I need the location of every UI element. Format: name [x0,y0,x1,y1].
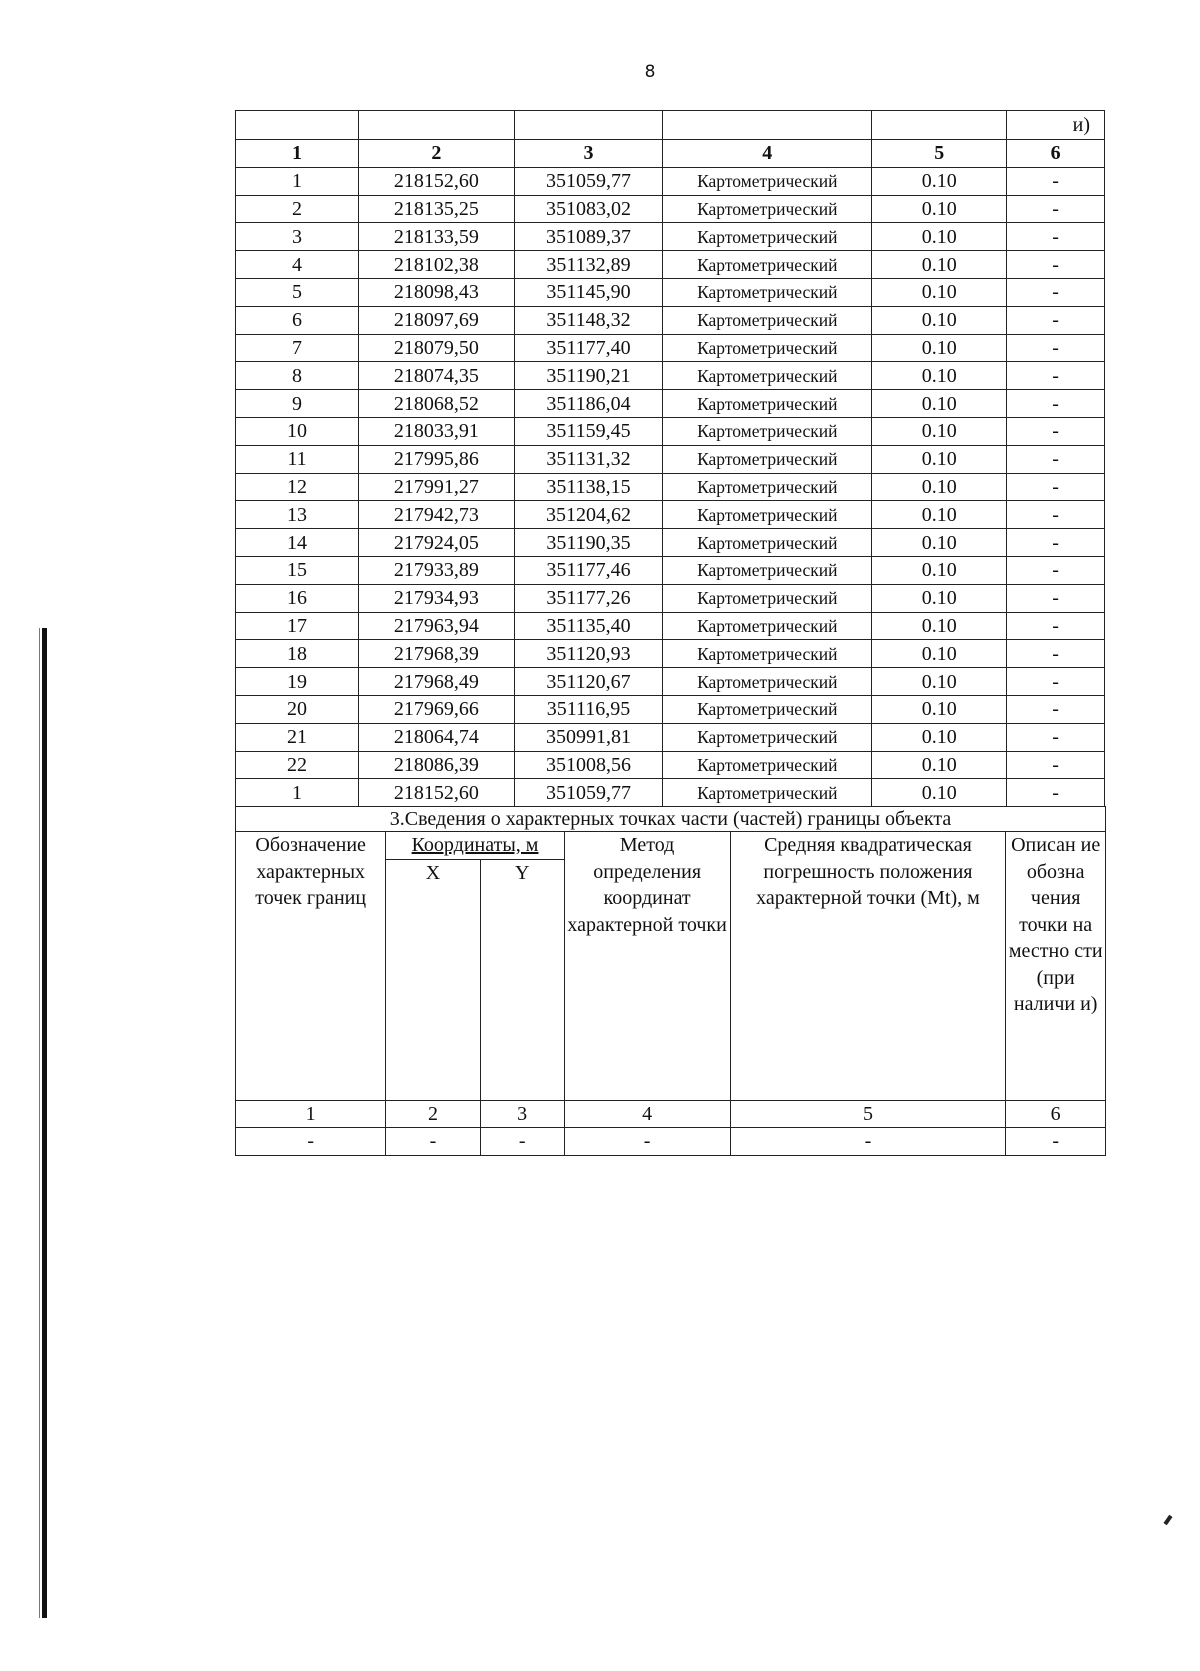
table-cell: - [1007,278,1105,306]
table-row [236,695,1105,723]
table-cell: Картометрический [663,223,872,251]
table-cell: 13 [236,501,359,529]
coordinates-header: Координаты, м [386,832,564,860]
table-cell: 0.10 [872,251,1007,279]
table-cell: 0.10 [872,612,1007,640]
continued-header-row [236,111,1105,140]
table-cell: 16 [236,584,359,612]
table-cell: 217968,39 [359,640,515,668]
table-cell: 1 [236,779,359,807]
table-cell: 0.10 [872,334,1007,362]
table-row [236,612,1105,640]
table-cell: 351135,40 [514,612,662,640]
table-cell: 0.10 [872,640,1007,668]
table-cell: Картометрический [663,334,872,362]
table-cell: 351116,95 [514,695,662,723]
table-cell: 0.10 [872,223,1007,251]
y-header: Y [480,859,564,1100]
table-cell: 218079,50 [359,334,515,362]
column-number: 5 [730,1100,1006,1128]
table-cell: Картометрический [663,612,872,640]
table-cell: 3 [236,223,359,251]
table-cell: - [1007,362,1105,390]
table-cell: Картометрический [663,390,872,418]
table-cell: Картометрический [663,251,872,279]
table-cell: 218133,59 [359,223,515,251]
table-cell: 351132,89 [514,251,662,279]
table-cell: 0.10 [872,445,1007,473]
table-cell: 217942,73 [359,501,515,529]
column-number: 3 [514,140,662,168]
table-row [236,445,1105,473]
table-cell: 0.10 [872,417,1007,445]
table-row [236,668,1105,696]
table-cell: 351145,90 [514,278,662,306]
table-row [236,584,1105,612]
table-cell: 0.10 [872,751,1007,779]
table-cell: Картометрический [663,529,872,557]
table-row [236,779,1105,807]
table-cell: - [386,1128,480,1156]
table-cell: 351159,45 [514,417,662,445]
table-cell: 2 [236,195,359,223]
accuracy-header: Средняя квадратическая погрешность положения характерной точки (Mt), м [730,832,1006,1101]
table-cell: - [1007,473,1105,501]
column-number: 5 [872,140,1007,168]
table-cell: 0.10 [872,473,1007,501]
table-cell: 218097,69 [359,306,515,334]
table-cell: 0.10 [872,501,1007,529]
table-cell: 217934,93 [359,584,515,612]
table-cell: Картометрический [663,695,872,723]
column-number: 2 [386,1100,480,1128]
table-cell: 351204,62 [514,501,662,529]
table-cell: 6 [236,306,359,334]
table-cell: 351083,02 [514,195,662,223]
table-cell: - [1007,417,1105,445]
table-cell: 0.10 [872,167,1007,195]
table-cell: - [1007,251,1105,279]
table-row [236,251,1105,279]
table-row [236,278,1105,306]
x-header: X [386,859,480,1100]
table-cell: 350991,81 [514,723,662,751]
table-cell: Картометрический [663,278,872,306]
table-cell: 5 [236,278,359,306]
table-row [236,501,1105,529]
table-cell: Картометрический [663,668,872,696]
designation-header: Обозначение характерных точек границ [236,832,386,1101]
table-cell: - [1007,584,1105,612]
table-cell: Картометрический [663,779,872,807]
table-cell: 218068,52 [359,390,515,418]
table-cell: 217991,27 [359,473,515,501]
table-cell: 1 [236,167,359,195]
table-cell: 0.10 [872,556,1007,584]
table-cell: 14 [236,529,359,557]
table-cell: - [1007,334,1105,362]
table-cell: 351177,40 [514,334,662,362]
scan-speck [1163,1515,1172,1525]
table-cell: Картометрический [663,751,872,779]
part-boundary-points-table [235,806,1106,1156]
table-cell: - [1007,223,1105,251]
table-cell: 0.10 [872,584,1007,612]
table-cell: Картометрический [663,362,872,390]
table-cell: - [1007,751,1105,779]
table-cell: Картометрический [663,556,872,584]
table-cell: 218074,35 [359,362,515,390]
table-row [236,723,1105,751]
column-number: 1 [236,140,359,168]
table-cell: 351177,46 [514,556,662,584]
table-cell: - [236,1128,386,1156]
table-cell: 351008,56 [514,751,662,779]
table-cell: - [1007,390,1105,418]
table-cell: 8 [236,362,359,390]
table-cell: 18 [236,640,359,668]
header-note: и) [1007,111,1105,140]
table-cell: 218152,60 [359,167,515,195]
table-cell: - [1007,779,1105,807]
section-title-row [236,807,1106,832]
column-number: 4 [663,140,872,168]
table-cell: - [1006,1128,1106,1156]
table-row [236,306,1105,334]
table-cell: 7 [236,334,359,362]
table-cell: 22 [236,751,359,779]
table-cell: 17 [236,612,359,640]
table-cell: 20 [236,695,359,723]
table-cell: 351186,04 [514,390,662,418]
column-number: 6 [1006,1100,1106,1128]
table-cell: - [1007,306,1105,334]
section-title: 3.Сведения о характерных точках части (частей) границы объекта [236,807,1106,832]
table-cell: 0.10 [872,362,1007,390]
table-cell: Картометрический [663,445,872,473]
table-cell: - [1007,445,1105,473]
table-cell: Картометрический [663,723,872,751]
table-cell: 217924,05 [359,529,515,557]
table-cell: 218098,43 [359,278,515,306]
table-cell: - [1007,556,1105,584]
table-cell: 217969,66 [359,695,515,723]
table-cell: 0.10 [872,668,1007,696]
table-cell: - [564,1128,730,1156]
table-cell: 351089,37 [514,223,662,251]
table-cell: Картометрический [663,501,872,529]
table-cell: 0.10 [872,306,1007,334]
table-cell: 19 [236,668,359,696]
header-row [236,832,1106,860]
table-cell: - [1007,668,1105,696]
table-cell: 0.10 [872,695,1007,723]
method-header: Метод определения координат характерной точки [564,832,730,1101]
table-cell: 351120,93 [514,640,662,668]
table-cell: Картометрический [663,167,872,195]
table-cell: Картометрический [663,640,872,668]
table-cell: 218135,25 [359,195,515,223]
table-row [236,167,1105,195]
table-cell: 351177,26 [514,584,662,612]
scan-margin-shadow [42,628,47,1618]
table-cell: Картометрический [663,195,872,223]
table-row [236,640,1105,668]
table-cell: 11 [236,445,359,473]
table-cell: 351120,67 [514,668,662,696]
table-row [236,223,1105,251]
table-cell: - [1007,640,1105,668]
table-cell: Картометрический [663,584,872,612]
table-row [236,529,1105,557]
table-cell: 217963,94 [359,612,515,640]
table-row [236,417,1105,445]
table-cell: 4 [236,251,359,279]
table-cell: Картометрический [663,473,872,501]
table-cell: 9 [236,390,359,418]
table-cell: 218086,39 [359,751,515,779]
table-cell: - [1007,167,1105,195]
table-cell: 0.10 [872,278,1007,306]
table-cell: - [480,1128,564,1156]
column-number: 4 [564,1100,730,1128]
table-cell: - [1007,612,1105,640]
table-cell: 0.10 [872,779,1007,807]
table-cell: 0.10 [872,529,1007,557]
table-cell: 0.10 [872,195,1007,223]
boundary-points-table [235,110,1105,807]
table-cell: 12 [236,473,359,501]
scan-margin-line [39,628,40,1618]
table-cell: 15 [236,556,359,584]
table-cell: 21 [236,723,359,751]
column-number: 3 [480,1100,564,1128]
table-cell: 0.10 [872,723,1007,751]
table-row [236,334,1105,362]
table-row [236,195,1105,223]
table-cell: - [1007,723,1105,751]
table-row [236,390,1105,418]
table-cell: 351131,32 [514,445,662,473]
table-cell: 218102,38 [359,251,515,279]
table-cell: 217933,89 [359,556,515,584]
table-cell: 351190,21 [514,362,662,390]
table-cell: 0.10 [872,390,1007,418]
table-row [236,362,1105,390]
table-cell: 351059,77 [514,167,662,195]
page-number: 8 [644,62,656,82]
table-cell: 351190,35 [514,529,662,557]
table-cell: 351138,15 [514,473,662,501]
column-number: 2 [359,140,515,168]
table-cell: 351059,77 [514,779,662,807]
description-header: Описан ие обозна чения точки на местно сти (при наличи и) [1006,832,1106,1101]
table-cell: 218152,60 [359,779,515,807]
column-number-row [236,1100,1106,1128]
empty-data-row [236,1128,1106,1156]
table-row [236,751,1105,779]
table-cell: 218033,91 [359,417,515,445]
table-cell: - [1007,501,1105,529]
table-cell: - [1007,695,1105,723]
column-number-row [236,140,1105,168]
table-cell: - [1007,195,1105,223]
table-cell: Картометрический [663,417,872,445]
table-row [236,556,1105,584]
column-number: 6 [1007,140,1105,168]
table-cell: 218064,74 [359,723,515,751]
column-number: 1 [236,1100,386,1128]
table-cell: 10 [236,417,359,445]
table-cell: 217995,86 [359,445,515,473]
table-cell: - [730,1128,1006,1156]
table-cell: 351148,32 [514,306,662,334]
table-cell: Картометрический [663,306,872,334]
table-row [236,473,1105,501]
table-cell: - [1007,529,1105,557]
table-cell: 217968,49 [359,668,515,696]
